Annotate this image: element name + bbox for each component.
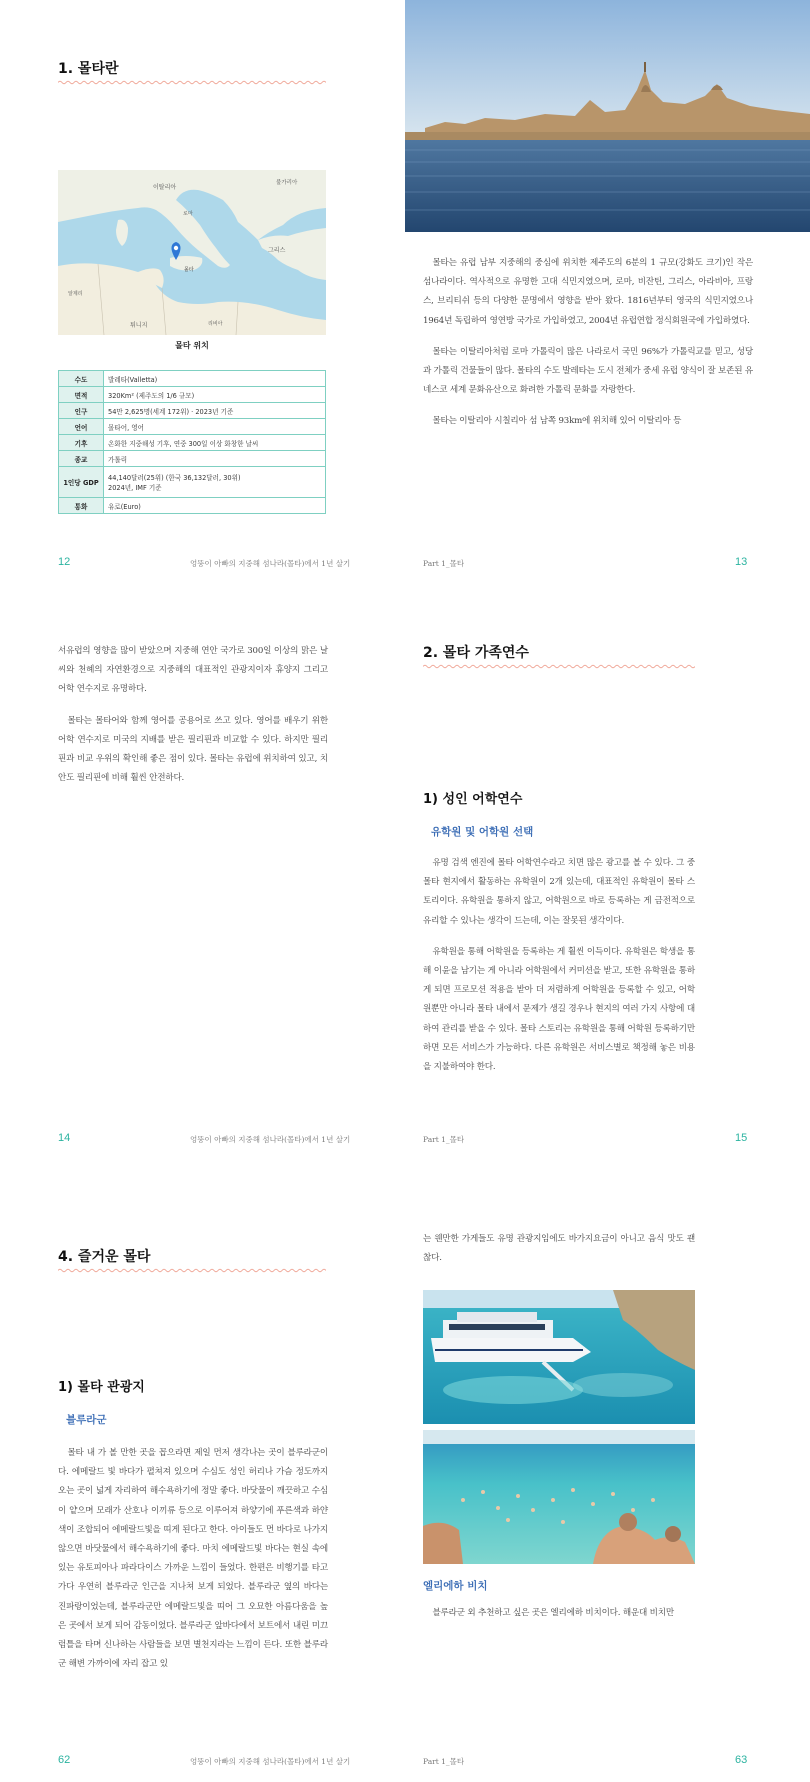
page-number: 14: [58, 1132, 71, 1144]
paragraph: 몰타 내 가 볼 만한 곳을 꼽으라면 제일 먼저 생각나는 곳이 블루라군이다. 에메랄드 빛 바다가 펼쳐져 있으며 수심도 성인 허리나 가슴 정도까지 오는 곳이 넓게 자리하여 해수욕하기에 정말 좋다. 바닷물이 깨끗하고 수심이 얕으며 모래가 산호나 이끼류 등으로 이루어져 하얗기에 푸른색과 하얀색이 조합되어 에메랄드빛을 띠게 된다고 한다. 아이들도 먼 바다로 나가지 않으면 바닷물에서 해수욕하기에 좋다. 마치 에메랄드빛 바다는 현실 속에 있는 유토피아나 파라다이스 가까운 느낌이 들었다. 한편은 비행기를 타고 가다 우연히 블루라군 인근을 지나쳐 보게 되었다. 블루라군 옆의 바다는 진파랑이었는데, 블루라군만 에메랄드빛을 띠어 그 오묘한 아름다움을 높은 곳에서 보게 되어 감동이었다. 블루라군 앞바다에서 보트에서 내린 미끄럼틀을 타며 신나하는 사람들을 보면 별천지라는 느낌이 든다. 또한 블루라군 해변 가까이에 자리 잡고 있: [58, 1448, 328, 1670]
heading-underline: [58, 80, 326, 85]
paragraph: 서유럽의 영향을 많이 받았으며 지중해 연안 국가로 300일 이상의 맑은 날씨와 천혜의 자연환경으로 지중해의 대표적인 관광지이자 휴양지 그리고 어학 연수지로 유명하다.: [58, 646, 328, 695]
map-label-algeria: 알제리: [68, 291, 83, 297]
table-value: 온화한 지중해성 기후, 연중 300일 이상 화창한 날씨: [104, 435, 326, 451]
map-label-greece: 그리스: [268, 247, 286, 254]
table-value: 몰타어, 영어: [104, 419, 326, 435]
running-head: Part 1_몰타: [423, 559, 465, 568]
section-title: 엘리에하 비치: [423, 1580, 488, 1592]
malta-location-map: [58, 170, 326, 335]
table-row: [59, 371, 326, 387]
map-label-libya: 리비아: [208, 321, 223, 327]
body-text: [423, 854, 695, 1089]
table-row: [59, 419, 326, 435]
page-number: 13: [735, 556, 748, 568]
page-13: [405, 0, 810, 585]
table-key: 1인당 GDP: [59, 467, 104, 498]
facts-table: [58, 370, 326, 514]
table-key: 종교: [59, 451, 104, 467]
body-text: [423, 254, 753, 444]
blue-lagoon-swimmers-photo: [423, 1430, 695, 1564]
table-row: [59, 498, 326, 514]
page-15: [405, 590, 810, 1175]
map-label-tunisia: 튀니지: [130, 322, 148, 329]
table-value-note: 2024년, IMF 기준: [108, 484, 162, 492]
paragraph: 는 웬만한 가게들도 유명 관광지임에도 바가지요금이 아니고 음식 맛도 괜찮다.: [423, 1234, 695, 1264]
chapter-heading: 1. 몰타란: [58, 61, 119, 77]
subheading: 1) 몰타 관광지: [58, 1380, 145, 1395]
table-row: [59, 451, 326, 467]
page-number: 62: [58, 1754, 71, 1766]
running-head: Part 1_몰타: [423, 1135, 465, 1144]
table-key: 인구: [59, 403, 104, 419]
paragraph: 유학원을 통해 어학원을 등록하는 게 훨씬 이득이다. 유학원은 학생을 통해 이윤을 남기는 게 아니라 어학원에서 커미션을 받고, 또한 유학원을 통하게 되면 프로모션 적용을 받아 더 저렴하게 어학원을 등록할 수 있고, 어학원뿐만 아니라 몰타 내에서 문제가 생길 경우나 현지의 여러 가지 사항에 대하여 관리를 받을 수 있다. 몰타 스토리는 유학원을 통해 어학원 등록하기만 하면 모든 서비스가 가능하다. 다른 유학원은 서비스별로 책정해 놓은 비용을 지불하여야 한다.: [423, 946, 695, 1073]
running-head: 엉뚱이 아빠의 지중해 섬나라(몰타)에서 1년 살기: [190, 1757, 351, 1766]
table-key: 기후: [59, 435, 104, 451]
table-row: [59, 435, 326, 451]
table-value: 유로(Euro): [104, 498, 326, 514]
body-text: [423, 1604, 695, 1635]
map-label-italy: 이탈리아: [153, 184, 177, 191]
subheading: 1) 성인 어학연수: [423, 792, 523, 807]
table-row: [59, 403, 326, 419]
paragraph: 블루라군 외 추천하고 싶은 곳은 엘리에하 비치이다. 해운대 비치만: [432, 1608, 674, 1618]
map-caption: 몰타 위치: [175, 341, 209, 350]
table-key: 통화: [59, 498, 104, 514]
running-head: Part 1_몰타: [423, 1757, 465, 1766]
paragraph: 몰타는 몰타어와 함께 영어를 공용어로 쓰고 있다. 영어를 배우기 위한 어학 연수지로 미국의 지배를 받은 필리핀과 비교할 수 있다. 하지만 필리핀과 비교 우위의 확인해 좋은 점이 있다. 몰타는 유럽에 위치하여 있고, 치안도 필리핀에 비해 훨씬 안전하다.: [58, 715, 328, 784]
blue-lagoon-boat-photo: [423, 1290, 695, 1424]
heading-underline: [58, 1268, 326, 1273]
running-head: 엉뚱이 아빠의 지중해 섬나라(몰타)에서 1년 살기: [190, 1135, 351, 1144]
body-text: [58, 642, 328, 800]
page-63: [405, 1180, 810, 1782]
map-label-bulgaria: 불가리아: [276, 180, 298, 186]
heading-underline: [423, 664, 695, 669]
page-62: [0, 1180, 405, 1782]
intro-text: [423, 1230, 695, 1280]
page-14: [0, 590, 405, 1175]
section-title: 유학원 및 어학원 선택: [431, 826, 534, 838]
table-key: 언어: [59, 419, 104, 435]
table-row: [59, 467, 326, 498]
paragraph: 몰타는 이탈리아처럼 로마 가톨릭이 많은 나라로서 국민 96%가 가톨릭교를 믿고, 성당과 가톨릭 건물들이 많다. 몰타의 수도 발레타는 도시 전체가 중세 유럽 양식이 잘 보존된 유네스코 세계 문화유산으로 화려한 가톨릭 문화를 자랑한다.: [423, 346, 753, 396]
table-key: 면적: [59, 387, 104, 403]
paragraph: 몰타는 이탈리아 시칠리아 섬 남쪽 93km에 위치해 있어 이탈리아 등: [432, 416, 682, 427]
table-value: 가톨릭: [104, 451, 326, 467]
chapter-heading: 2. 몰타 가족연수: [423, 645, 529, 661]
table-value-line: 44,140달러(25위) (한국 36,132달러, 30위): [108, 474, 241, 482]
table-value: 320Km² (제주도의 1/6 규모): [104, 387, 326, 403]
map-label-malta: 몰타: [184, 267, 194, 273]
body-text: [58, 1444, 328, 1686]
page-12: [0, 0, 405, 585]
section-title: 블루라군: [66, 1414, 107, 1426]
paragraph: 몰타는 유럽 남부 지중해의 중심에 위치한 제주도의 6분의 1 규모(강화도 크기)인 작은 섬나라이다. 역사적으로 유명한 고대 식민지였으며, 로마, 비잔틴, 그리스, 아라비아, 프랑스, 브리티쉬 등의 다양한 문명에서 영향을 받아 왔다. 1816년부터 영국의 식민지였으나 1964년 독립하여 영연방 국가로 가입하였고, 2004년 유럽연합 정식회원국에 가입하였다.: [423, 258, 753, 326]
page-number: 12: [58, 556, 71, 568]
valletta-photo: [405, 0, 810, 232]
page-number: 15: [735, 1132, 748, 1144]
running-head: 엉뚱이 아빠의 지중해 섬나라(몰타)에서 1년 살기: [190, 559, 351, 568]
paragraph: 유명 검색 엔진에 몰타 어학연수라고 치면 많은 광고를 볼 수 있다. 그 중 몰타 현지에서 활동하는 유학원이 2개 있는데, 대표적인 유학원이 몰타 스토리이다. 유학원을 통하지 않고, 어학원으로 바로 등록하는 게 금전적으로 유리할 수 있나는 생각이 드는데, 이는 잘못된 생각이다.: [423, 858, 695, 926]
map-label-rome: 로마: [183, 211, 193, 217]
page-number: 63: [735, 1754, 748, 1766]
table-value: 발레타(Valletta): [104, 371, 326, 387]
table-key: 수도: [59, 371, 104, 387]
table-row: [59, 387, 326, 403]
chapter-heading: 4. 즐거운 몰타: [58, 1249, 151, 1265]
table-value: 54만 2,625명(세계 172위) · 2023년 기준: [104, 403, 326, 419]
table-value: [104, 467, 326, 498]
